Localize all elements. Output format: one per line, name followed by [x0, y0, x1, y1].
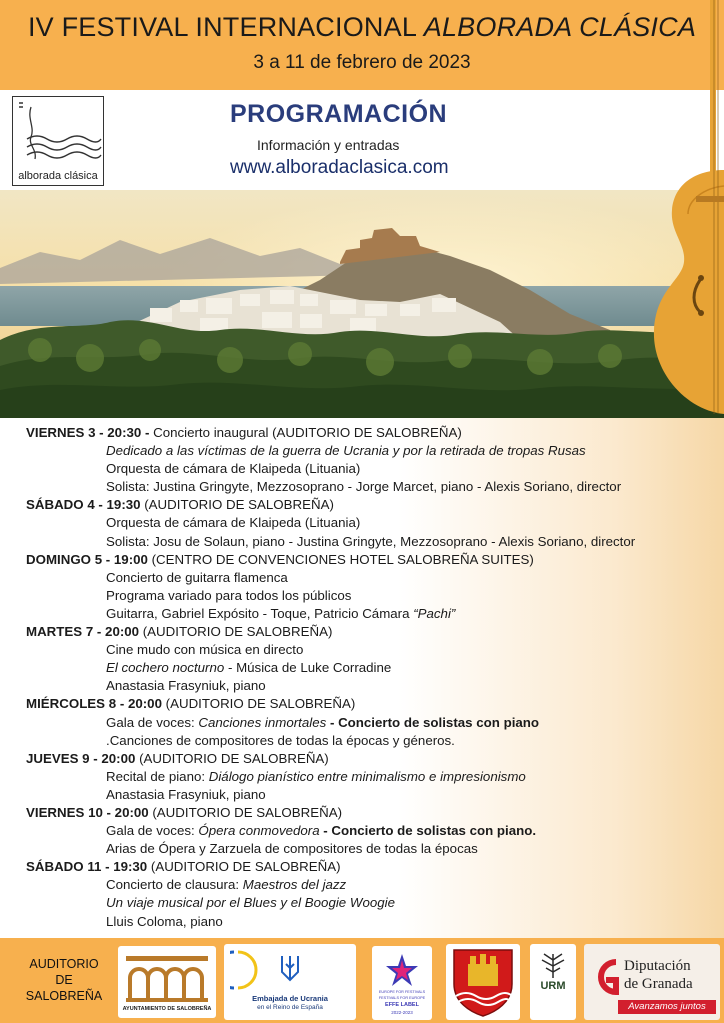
wave-logo-icon [13, 97, 105, 171]
star-icon [372, 948, 432, 992]
schedule-list [26, 424, 716, 931]
event-journey: Un viaje musical por el Blues y el Boogie Woogie [106, 895, 395, 911]
ukraine-flag-icon [230, 950, 260, 990]
event-film: El cochero nocturno - Música de Luke Corradine [106, 660, 392, 676]
effe-label-logo [372, 946, 432, 1020]
event-soloists: Solista: Justina Gringyte, Mezzosoprano - Jorge Marcet, piano - Alexis Soriano, director [106, 479, 622, 495]
event-viernes-3: VIERNES 3 - 20:30 - Concierto inaugural (AUDITORIO DE SALOBREÑA) [26, 425, 462, 440]
shield-icon [446, 944, 520, 1020]
urm-text: URM [540, 980, 566, 992]
event-dedication: Dedicado a las víctimas de la guerra de Ucrania y por la retirada de tropas Rusas [106, 443, 586, 459]
event-name: Concierto de guitarra flamenca [106, 569, 288, 585]
tree-icon [530, 948, 576, 982]
event-artist: Lluis Coloma, piano [106, 913, 223, 929]
festival-dates: 3 a 11 de febrero de 2023 [253, 52, 471, 73]
event-orchestra: Orquesta de cámara de Klaipeda (Lituania) [106, 461, 361, 477]
auditorio-label: AUDITORIO DE SALOBREÑA [25, 957, 103, 1003]
trident-icon [280, 954, 300, 982]
event-jueves-9: JUEVES 9 - 20:00 (AUDITORIO DE SALOBREÑA) [26, 750, 329, 766]
event-program: Programa variado para todos los públicos [106, 587, 352, 603]
event-name: Cine mudo con música en directo [106, 642, 304, 658]
logo-text: alborada clásica [18, 170, 98, 182]
event-viernes-10: VIERNES 10 - 20:00 (AUDITORIO DE SALOBREÑA) [26, 804, 343, 820]
embajada-subtext: en el Reino de España [257, 1004, 323, 1011]
event-artist: Anastasia Frasyniuk, piano [106, 678, 266, 694]
urm-logo [530, 944, 576, 1020]
diputacion-text-1: Diputación [624, 958, 691, 974]
event-artists: Guitarra, Gabriel Expósito - Toque, Patricio Cámara “Pachi” [106, 605, 456, 621]
event-sabado-4: SÁBADO 4 - 19:30 (AUDITORIO DE SALOBREÑA) [26, 497, 334, 513]
effe-text-3: EFFE LABEL [385, 1002, 419, 1008]
effe-text-1: EUROPE FOR FESTIVALS [378, 990, 426, 994]
granada-g-icon [588, 954, 622, 1002]
festival-title: IV FESTIVAL INTERNACIONAL ALBORADA CLÁSICA [27, 12, 697, 42]
event-recital: Recital de piano: Diálogo pianístico entre minimalismo e impresionismo [106, 768, 526, 784]
diputacion-text-2: de Granada [624, 976, 693, 992]
ayuntamiento-logo [118, 946, 216, 1018]
event-closing: Concierto de clausura: Maestros del jazz [106, 877, 347, 893]
event-artist: Anastasia Frasyniuk, piano [106, 786, 266, 802]
event-miercoles-8: MIÉRCOLES 8 - 20:00 (AUDITORIO DE SALOBREÑA) [26, 696, 356, 712]
event-sabado-11: SÁBADO 11 - 19:30 (AUDITORIO DE SALOBREÑA) [26, 859, 341, 875]
event-martes-7: MARTES 7 - 20:00 (AUDITORIO DE SALOBREÑA) [26, 624, 333, 640]
event-orchestra: Orquesta de cámara de Klaipeda (Lituania) [106, 515, 361, 531]
effe-text-4: 2022-2023 [391, 1010, 413, 1015]
diputacion-slogan: Avanzamos juntos [618, 1000, 716, 1014]
event-soloists: Solista: Josu de Solaun, piano - Justina Gringyte, Mezzosoprano - Alexis Soriano, director [106, 533, 636, 549]
ayuntamiento-text: AYUNTAMIENTO DE SALOBREÑA [122, 1006, 212, 1012]
diputacion-logo [584, 944, 720, 1020]
event-arias: Arias de Ópera y Zarzuela de compositores de todas la épocas [106, 841, 478, 857]
klaipeda-crest-logo [446, 944, 520, 1020]
alborada-logo [12, 96, 104, 186]
info-label: Información y entradas [257, 137, 400, 153]
effe-text-2: FESTIVALS FOR EUROPE [378, 996, 426, 1000]
violin-icon [600, 0, 724, 480]
arches-icon [118, 948, 216, 1006]
event-gala: Gala de voces: Canciones inmortales - Concierto de solistas con piano [106, 714, 540, 730]
event-domingo-5: DOMINGO 5 - 19:00 (CENTRO DE CONVENCIONES HOTEL SALOBREÑA SUITES) [26, 551, 534, 567]
event-songs: .Canciones de compositores de todas la épocas y géneros. [106, 732, 455, 748]
event-gala: Gala de voces: Ópera conmovedora - Concierto de solistas con piano. [106, 823, 537, 839]
program-title: PROGRAMACIÓN [230, 100, 448, 128]
website-link[interactable]: www.alboradaclasica.com [230, 157, 449, 178]
embajada-logo [224, 944, 356, 1020]
embajada-text: Embajada de Ucrania [252, 994, 328, 1003]
